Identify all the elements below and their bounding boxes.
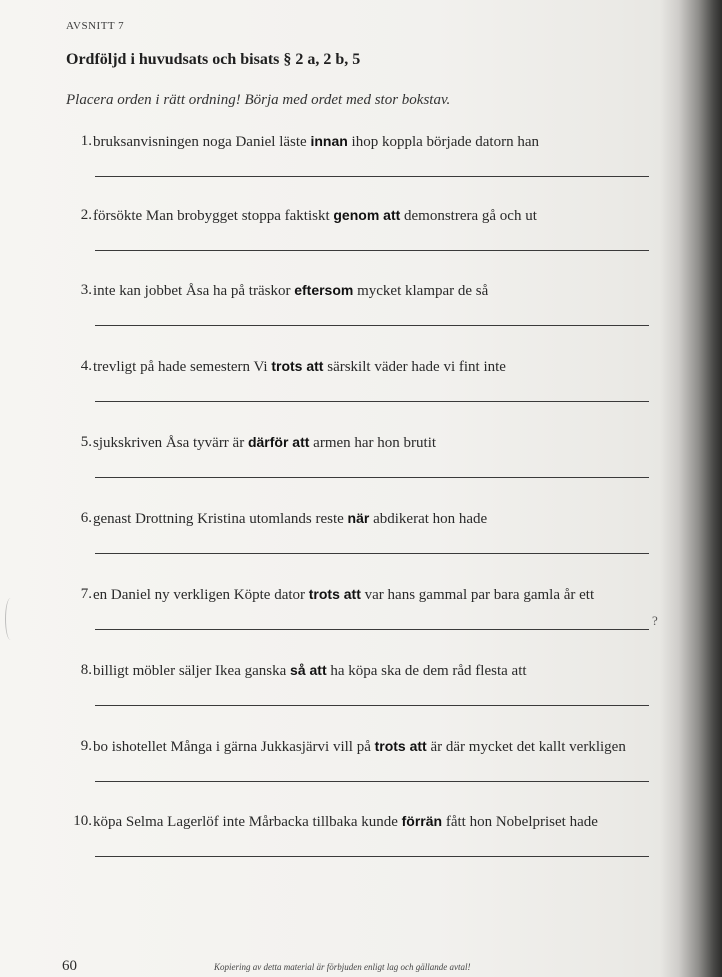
- answer-line[interactable]: [95, 477, 649, 478]
- margin-pencil-mark: [5, 598, 16, 640]
- page-title: Ordföljd i huvudsats och bisats § 2 a, 2 b, 5: [66, 51, 361, 68]
- question-mark: ?: [652, 613, 658, 628]
- conjunction-keyword: innan: [310, 133, 348, 149]
- exercise-3: [66, 282, 666, 342]
- answer-line[interactable]: [95, 553, 649, 554]
- exercise-words: genast Drottning Kristina utomlands reste när abdikerat hon hade: [93, 510, 488, 527]
- conjunction-keyword: trots att: [271, 358, 324, 374]
- exercise-number: 10.: [73, 813, 92, 829]
- exercise-number: 5.: [80, 434, 92, 450]
- exercise-2: [66, 207, 666, 267]
- exercise-5: [66, 434, 666, 494]
- exercise-7: [66, 586, 666, 646]
- answer-line[interactable]: [95, 250, 649, 251]
- exercise-9: [66, 738, 666, 798]
- instruction-text: Placera orden i rätt ordning! Börja med ordet med stor bokstav.: [66, 92, 451, 108]
- conjunction-keyword: trots att: [374, 738, 427, 754]
- exercise-words: köpa Selma Lagerlöf inte Mårbacka tillbaka kunde förrän fått hon Nobelpriset hade: [93, 813, 598, 830]
- book-gutter-shadow: [660, 0, 722, 977]
- exercise-words: en Daniel ny verkligen Köpte dator trots att var hans gammal par bara gamla år ett: [93, 586, 595, 603]
- exercise-4: [66, 358, 666, 418]
- conjunction-keyword: när: [347, 510, 370, 526]
- exercise-1: [66, 133, 666, 193]
- exercise-words: billigt möbler säljer Ikea ganska så att ha köpa ska de dem råd flesta att: [93, 662, 527, 679]
- answer-line[interactable]: [95, 176, 649, 177]
- exercise-number: 7.: [80, 586, 92, 602]
- conjunction-keyword: genom att: [333, 207, 401, 223]
- exercise-number: 4.: [80, 358, 92, 374]
- section-label: AVSNITT 7: [66, 20, 125, 32]
- answer-line[interactable]: [95, 325, 649, 326]
- exercise-words: bruksanvisningen noga Daniel läste innan ihop koppla började datorn han: [93, 133, 539, 150]
- exercise-words: trevligt på hade semestern Vi trots att särskilt väder hade vi fint inte: [93, 358, 506, 375]
- exercise-number: 3.: [80, 282, 92, 298]
- page-number: 60: [62, 958, 77, 974]
- conjunction-keyword: eftersom: [294, 282, 354, 298]
- copyright-notice: Kopiering av detta material är förbjuden enligt lag och gällande avtal!: [214, 962, 471, 972]
- answer-line[interactable]: [95, 781, 649, 782]
- exercise-10: [66, 813, 666, 873]
- answer-line[interactable]: [95, 629, 649, 630]
- exercise-number: 6.: [80, 510, 92, 526]
- exercise-words: inte kan jobbet Åsa ha på träskor eftersom mycket klampar de så: [93, 282, 489, 299]
- exercise-number: 9.: [80, 738, 92, 754]
- exercise-number: 2.: [80, 207, 92, 223]
- conjunction-keyword: därför att: [247, 434, 310, 450]
- conjunction-keyword: så att: [290, 662, 327, 678]
- exercise-number: 8.: [80, 662, 92, 678]
- answer-line[interactable]: [95, 705, 649, 706]
- answer-line[interactable]: [95, 856, 649, 857]
- answer-line[interactable]: [95, 401, 649, 402]
- exercise-8: [66, 662, 666, 722]
- exercise-words: sjukskriven Åsa tyvärr är därför att armen har hon brutit: [93, 434, 437, 451]
- conjunction-keyword: förrän: [401, 813, 443, 829]
- conjunction-keyword: trots att: [308, 586, 361, 602]
- exercise-words: bo ishotellet Många i gärna Jukkasjärvi vill på trots att är där mycket det kallt verkligen: [93, 738, 626, 755]
- exercise-number: 1.: [80, 133, 92, 149]
- exercise-words: försökte Man brobygget stoppa faktiskt genom att demonstrera gå och ut: [93, 207, 537, 224]
- exercise-6: [66, 510, 666, 570]
